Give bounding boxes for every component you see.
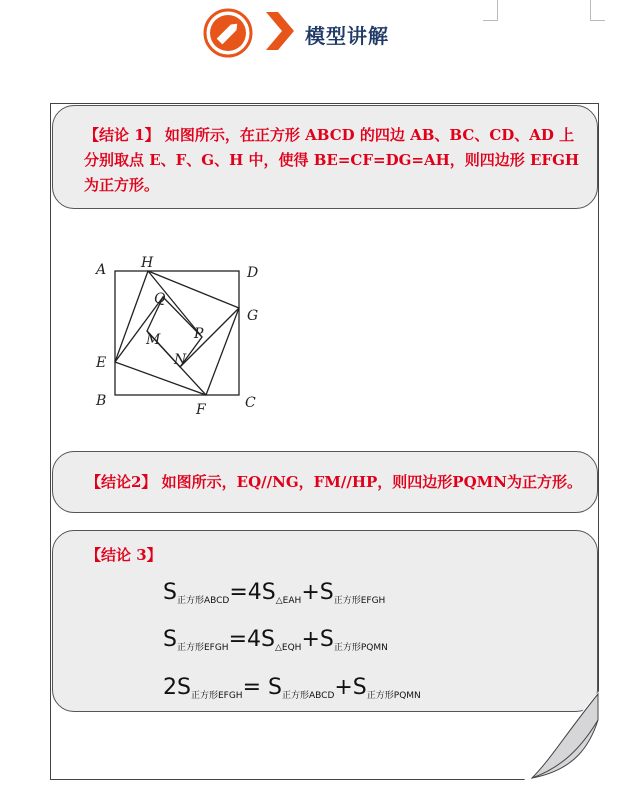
header <box>0 0 640 70</box>
label-c: C <box>245 395 256 411</box>
formula-3-s: 2S <box>163 675 191 700</box>
label-b: B <box>96 393 107 409</box>
formula-2-sub1: 正方形EFGH <box>176 643 229 653</box>
formula-3-sub1: 正方形EFGH <box>190 691 243 701</box>
formula-2-plus: +S <box>301 627 334 652</box>
conclusion-1-body: 如图所示，在正方形 ABCD 的四边 AB、BC、CD、AD 上分别取点 E、F、G、H 中，使得 BE=CF=DG=AH，则四边形 EFGH 为正方形。 <box>84 126 580 194</box>
conclusion-3-label: 【结论 3】 <box>86 546 162 564</box>
conclusion-1-text <box>84 123 589 198</box>
conclusion-1-label: 【结论 1】 <box>84 126 160 144</box>
pencil-icon <box>203 8 253 58</box>
page-title: 模型讲解 <box>305 24 389 48</box>
formula-2 <box>163 627 388 653</box>
formula-3 <box>163 675 421 701</box>
label-e: E <box>96 355 107 371</box>
label-a: A <box>96 262 107 278</box>
conclusion-2-text <box>86 470 591 495</box>
label-p: P <box>194 326 204 342</box>
label-f: F <box>196 402 206 418</box>
formula-2-sub3: 正方形PQMN <box>333 643 388 653</box>
formula-1 <box>163 580 385 606</box>
formula-1-plus: +S <box>301 580 334 605</box>
formula-3-sub3: 正方形PQMN <box>366 691 421 701</box>
label-m: M <box>146 332 161 348</box>
formula-2-sub2: △EQH <box>274 643 302 653</box>
conclusion-2-label: 【结论2】 <box>86 473 157 491</box>
formula-3-sub2: 正方形ABCD <box>281 691 335 701</box>
label-h: H <box>141 255 154 271</box>
square-diagram <box>90 250 270 425</box>
label-d: D <box>247 265 259 281</box>
formula-3-mid: = S <box>242 675 282 700</box>
formula-1-sub3: 正方形EFGH <box>333 596 386 606</box>
square-abcd <box>115 271 239 395</box>
corner-mark-left <box>483 0 498 21</box>
formula-3-plus: +S <box>334 675 367 700</box>
chevron-right-icon <box>262 10 298 52</box>
formula-2-mid: =4S <box>228 627 275 652</box>
formula-1-s: S <box>163 580 177 605</box>
label-n: N <box>174 352 187 368</box>
line-gn <box>180 308 239 367</box>
formula-2-s: S <box>163 627 177 652</box>
square-efgh <box>115 271 239 395</box>
conclusion-2-body: 如图所示，EQ//NG，FM//HP，则四边形PQMN为正方形。 <box>156 473 582 491</box>
label-q: Q <box>154 291 166 307</box>
corner-mark-right <box>590 0 605 21</box>
formula-1-sub1: 正方形ABCD <box>176 596 230 606</box>
label-g: G <box>247 308 259 324</box>
formula-1-mid: =4S <box>229 580 276 605</box>
formula-1-sub2: △EAH <box>275 596 302 606</box>
page-curl-icon <box>520 690 600 785</box>
